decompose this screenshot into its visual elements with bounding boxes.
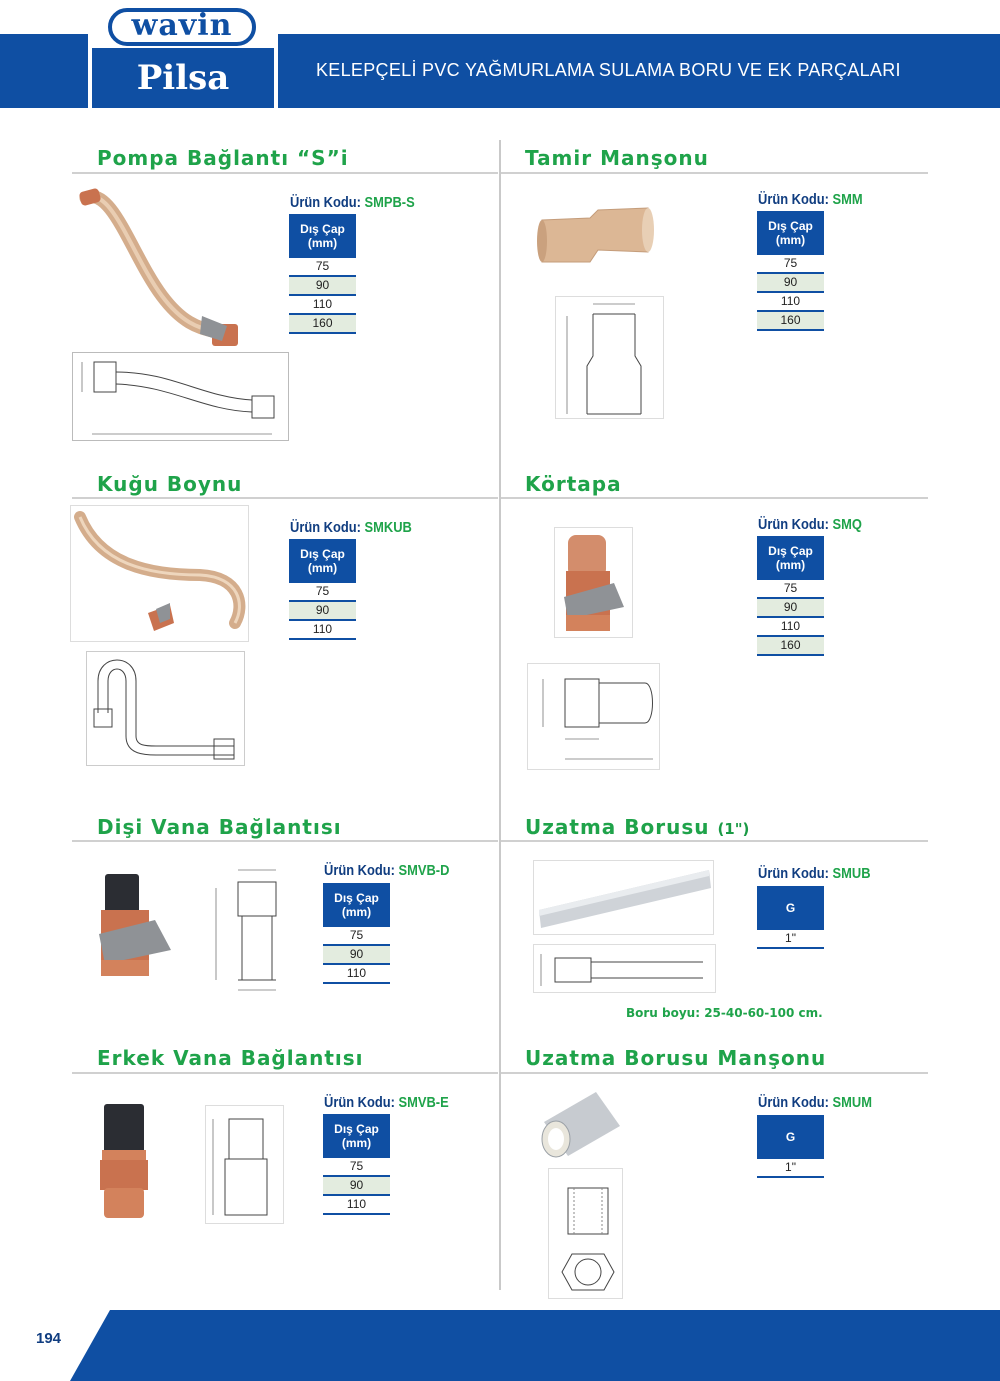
table-row: 110 <box>323 1196 390 1215</box>
product-photo-tamir <box>530 190 660 280</box>
product-photo-erkek-vana <box>94 1100 156 1222</box>
product-code-uzatma-mansonu: Ürün Kodu: SMUM <box>758 1094 872 1111</box>
section-title-erkek-vana: Erkek Vana Bağlantısı <box>97 1046 364 1070</box>
technical-drawing-disi-vana <box>202 860 296 996</box>
table-header: G <box>757 886 824 930</box>
divider <box>72 1072 498 1074</box>
product-code-uzatma-borusu: Ürün Kodu: SMUB <box>758 865 871 882</box>
table-row: 90 <box>289 602 356 621</box>
technical-drawing-tamir <box>555 296 665 420</box>
size-table-disi-vana <box>323 883 390 984</box>
pipe-length-note: Boru boyu: 25-40-60-100 cm. <box>626 1006 823 1020</box>
table-header: Dış Çap (mm) <box>289 214 356 258</box>
column-divider <box>499 140 501 1290</box>
table-row: 75 <box>323 927 390 946</box>
wavin-logo: wavin <box>108 8 256 46</box>
technical-drawing-kortapa <box>527 663 661 771</box>
product-photo-uzatma-mansonu <box>530 1082 630 1166</box>
table-row: 110 <box>289 621 356 640</box>
size-table-kugu <box>289 539 356 640</box>
size-table-pompa <box>289 214 356 334</box>
size-table-uzatma-mansonu <box>757 1115 824 1178</box>
table-row: 110 <box>289 296 356 315</box>
table-row: 90 <box>323 1177 390 1196</box>
table-row: 90 <box>289 277 356 296</box>
table-row: 90 <box>323 946 390 965</box>
product-photo-disi-vana <box>95 870 177 982</box>
table-row: 90 <box>757 599 824 618</box>
product-photo-kugu <box>70 505 250 643</box>
table-header: Dış Çap (mm) <box>289 539 356 583</box>
table-row: 160 <box>289 315 356 334</box>
product-code-erkek-vana: Ürün Kodu: SMVB-E <box>324 1094 449 1111</box>
section-title-uzatma-mansonu: Uzatma Borusu Manşonu <box>525 1046 827 1070</box>
divider <box>72 497 498 499</box>
table-row: 160 <box>757 312 824 331</box>
section-title-uzatma-borusu: Uzatma Borusu (1") <box>525 815 750 839</box>
table-row: 90 <box>757 274 824 293</box>
table-row: 75 <box>757 255 824 274</box>
table-header: G <box>757 1115 824 1159</box>
table-row: 75 <box>323 1158 390 1177</box>
table-row: 75 <box>289 583 356 602</box>
table-row: 110 <box>757 618 824 637</box>
product-code-kugu: Ürün Kodu: SMKUB <box>290 519 412 536</box>
section-title-pompa: Pompa Bağlantı “S”i <box>97 146 349 170</box>
table-row: 75 <box>289 258 356 277</box>
divider <box>501 840 928 842</box>
brand-logo <box>88 0 278 108</box>
technical-drawing-erkek-vana <box>205 1105 285 1225</box>
section-title-disi-vana: Dişi Vana Bağlantısı <box>97 815 342 839</box>
divider <box>501 1072 928 1074</box>
table-header: Dış Çap (mm) <box>757 211 824 255</box>
technical-drawing-pompa <box>72 352 290 442</box>
table-row: 1" <box>757 930 824 949</box>
divider <box>72 172 498 174</box>
table-row: 75 <box>757 580 824 599</box>
product-code-tamir: Ürün Kodu: SMM <box>758 191 863 208</box>
table-row: 110 <box>757 293 824 312</box>
divider <box>72 840 498 842</box>
product-code-kortapa: Ürün Kodu: SMQ <box>758 516 862 533</box>
technical-drawing-uzatma-mansonu <box>548 1168 624 1300</box>
table-row: 1" <box>757 1159 824 1178</box>
section-title-tamir: Tamir Manşonu <box>525 146 709 170</box>
table-row: 110 <box>323 965 390 984</box>
page-number: 194 <box>36 1330 62 1347</box>
table-header: Dış Çap (mm) <box>323 1114 390 1158</box>
product-code-pompa: Ürün Kodu: SMPB-S <box>290 194 415 211</box>
technical-drawing-kugu <box>86 651 246 767</box>
size-table-uzatma-borusu <box>757 886 824 949</box>
size-table-kortapa <box>757 536 824 656</box>
table-header: Dış Çap (mm) <box>757 536 824 580</box>
table-header: Dış Çap (mm) <box>323 883 390 927</box>
size-table-tamir <box>757 211 824 331</box>
section-title-kortapa: Körtapa <box>525 472 622 496</box>
section-title-kugu: Kuğu Boynu <box>97 472 243 496</box>
page-title: KELEPÇELİ PVC YAĞMURLAMA SULAMA BORU VE EK PARÇALARI <box>316 60 901 80</box>
product-photo-pompa <box>72 176 250 352</box>
product-photo-uzatma-borusu <box>533 860 715 936</box>
divider <box>501 497 928 499</box>
product-code-disi-vana: Ürün Kodu: SMVB-D <box>324 862 450 879</box>
size-table-erkek-vana <box>323 1114 390 1215</box>
product-photo-kortapa <box>554 527 634 639</box>
pilsa-logo: Pilsa <box>92 48 274 108</box>
footer-band <box>0 1310 1000 1381</box>
table-row: 160 <box>757 637 824 656</box>
divider <box>501 172 928 174</box>
technical-drawing-uzatma-borusu <box>533 944 717 994</box>
